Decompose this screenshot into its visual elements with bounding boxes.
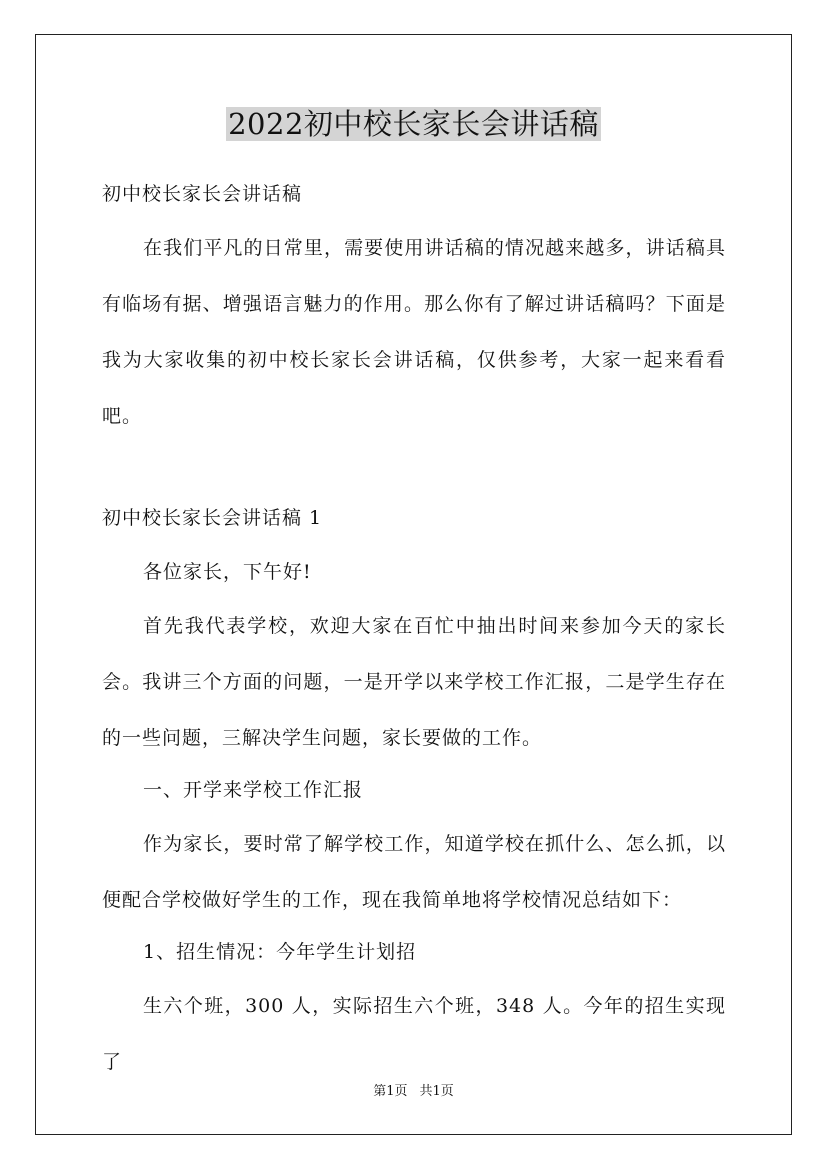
greeting-paragraph: 各位家长，下午好! <box>143 561 312 583</box>
page-footer <box>0 1083 827 1101</box>
page-total: 共1页 <box>419 1084 454 1099</box>
document-title-text: 2022初中校长家长会讲话稿 <box>228 107 599 141</box>
page-number: 第1页 <box>373 1084 408 1099</box>
body-paragraph-continued: 生六个班，300 人，实际招生六个班，348 人。今年的招生实现了 <box>102 995 726 1073</box>
body-paragraph: 作为家长，要时常了解学校工作，知道学校在抓什么、怎么抓，以便配合学校做好学生的工作，现在我简单地将学校情况总结如下： <box>102 833 726 911</box>
opening-paragraph: 首先我代表学校，欢迎大家在百忙中抽出时间来参加今天的家长会。我讲三个方面的问题，一是开学以来学校工作汇报，二是学生存在的一些问题，三解决学生问题，家长要做的工作。 <box>102 615 726 749</box>
speech-heading: 初中校长家长会讲话稿 1 <box>102 507 323 529</box>
subsection-heading: 一、开学来学校工作汇报 <box>143 779 364 801</box>
document-title <box>0 104 827 144</box>
section-heading: 初中校长家长会讲话稿 <box>102 183 303 205</box>
intro-paragraph: 在我们平凡的日常里，需要使用讲话稿的情况越来越多，讲话稿具有临场有据、增强语言魅力的作用。那么你有了解过讲话稿吗？下面是我为大家收集的初中校长家长会讲话稿，仅供参考，大家一起来看看吧。 <box>102 237 726 427</box>
list-item: 1、招生情况：今年学生计划招 <box>143 941 417 963</box>
